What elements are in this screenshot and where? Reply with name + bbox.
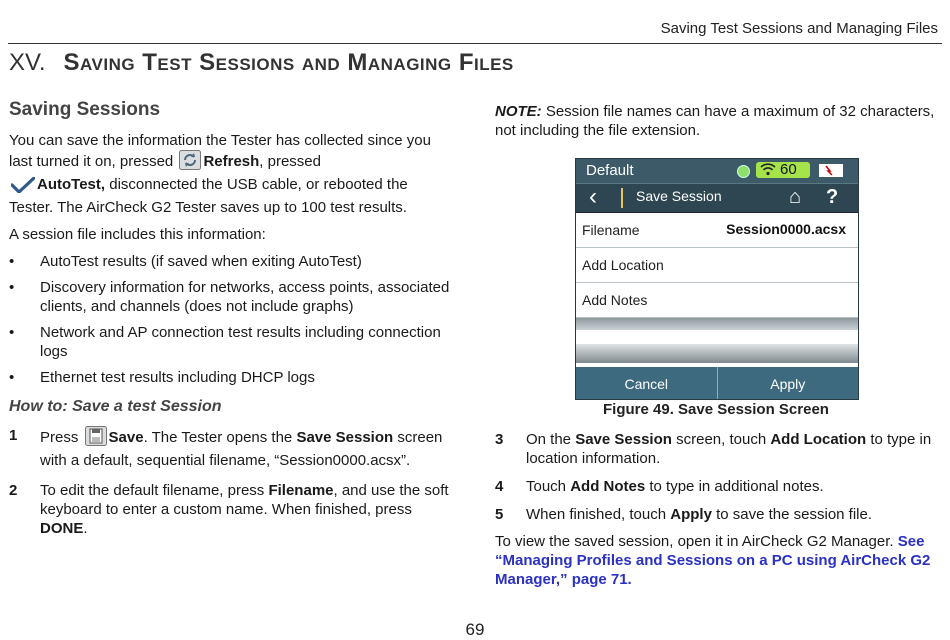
figure-caption: Figure 49. Save Session Screen <box>603 401 829 418</box>
chapter-title-text: Saving Test Sessions and Managing Files <box>63 49 514 76</box>
step-text: . <box>83 520 88 537</box>
closing-paragraph <box>495 532 940 589</box>
device-nav-bar <box>576 183 858 213</box>
device-profile-name: Default <box>586 162 634 179</box>
add-notes-row-label: Add Notes <box>582 292 648 308</box>
step-text: screen with a default, sequential filename, “Session0000.acsx”. <box>40 429 443 469</box>
steps-list-right <box>495 430 940 524</box>
device-button-bar <box>576 367 858 399</box>
bullet: • <box>9 324 15 341</box>
step-text: , and use the soft keyboard to enter a custom name. When finished, press <box>40 482 449 518</box>
section-title: Saving Sessions <box>9 99 161 120</box>
save-session-label: Save Session <box>575 431 672 448</box>
howto-title: How to: Save a test Session <box>9 398 222 415</box>
info-list <box>9 252 454 387</box>
step-2 <box>9 481 454 538</box>
device-divider <box>576 318 858 330</box>
intro-text-2: , pressed <box>259 153 321 170</box>
list-item-text: AutoTest results (if saved when exiting AutoTest) <box>40 253 362 270</box>
device-screen-title: Save Session <box>636 188 722 204</box>
note-label: NOTE: <box>495 103 542 120</box>
step-text: . The Tester opens the <box>143 429 297 446</box>
signal-box <box>756 162 810 178</box>
intro-paragraph <box>9 131 454 217</box>
apply-label: Apply <box>670 506 712 523</box>
list-item <box>9 323 454 361</box>
closing-text: To view the saved session, open it in AirCheck G2 Manager. <box>495 533 898 550</box>
done-label: DONE <box>40 520 84 537</box>
step-text: to type in location information. <box>526 431 932 467</box>
device-status-bar <box>576 159 858 183</box>
right-column <box>495 102 940 148</box>
filename-row-label: Filename <box>582 222 640 238</box>
list-item-text: Discovery information for networks, access points, associated clients, and channels (does not include graphs) <box>40 279 450 315</box>
running-header: Saving Test Sessions and Managing Files <box>660 20 938 37</box>
checkmark-icon <box>11 177 35 198</box>
list-item <box>9 368 454 387</box>
note-text: Session file names can have a maximum of 32 characters, not including the file extension. <box>495 103 935 139</box>
cross-reference-link[interactable]: See “Managing Profiles and Sessions on a PC using AirCheck G2 Manager,” page 71. <box>495 533 931 588</box>
step-text: To edit the default filename, press <box>40 482 269 499</box>
step-1 <box>9 426 454 470</box>
step-number: 3 <box>495 431 504 448</box>
filename-label: Filename <box>268 482 334 499</box>
bullet: • <box>9 253 15 270</box>
filename-row[interactable] <box>576 213 858 248</box>
step-text: to type in additional notes. <box>645 478 824 495</box>
step-5 <box>495 505 940 524</box>
note-paragraph <box>495 102 940 140</box>
list-item-text: Ethernet test results including DHCP logs <box>40 369 315 386</box>
save-label: Save <box>108 429 144 446</box>
step-number: 2 <box>9 482 18 499</box>
step-number: 4 <box>495 478 504 495</box>
apply-button[interactable]: Apply <box>717 367 859 399</box>
add-location-label: Add Location <box>770 431 867 448</box>
refresh-icon <box>179 150 201 175</box>
home-icon[interactable]: ⌂ <box>789 186 802 208</box>
refresh-label: Refresh <box>203 153 260 170</box>
add-location-row-label: Add Location <box>582 257 664 273</box>
includes-text: A session file includes this information: <box>9 226 266 243</box>
step-text: When finished, touch <box>526 506 671 523</box>
bullet: • <box>9 369 15 386</box>
step-text: On the <box>526 431 576 448</box>
list-item <box>9 278 454 316</box>
wifi-icon <box>760 162 776 179</box>
autotest-label: AutoTest, <box>37 176 106 193</box>
step-number: 5 <box>495 506 504 523</box>
add-notes-row[interactable] <box>576 283 858 318</box>
step-text: to save the session file. <box>711 506 873 523</box>
step-number: 1 <box>9 427 18 444</box>
nav-separator <box>621 188 623 208</box>
save-icon <box>85 426 107 451</box>
step-text: Press <box>40 429 79 446</box>
step-4 <box>495 477 940 496</box>
step-text: screen, touch <box>671 431 771 448</box>
status-indicator-icon <box>737 165 750 178</box>
add-notes-label: Add Notes <box>570 478 646 495</box>
filename-row-value: Session0000.acsx <box>726 221 846 237</box>
battery-icon <box>819 164 843 177</box>
list-item <box>9 252 454 271</box>
page-number: 69 <box>465 620 485 639</box>
cancel-button[interactable]: Cancel <box>624 376 669 392</box>
help-icon[interactable]: ? <box>826 186 839 208</box>
left-column <box>9 100 454 549</box>
back-icon[interactable]: ‹ <box>589 183 597 210</box>
list-item-text: Network and AP connection test results including connection logs <box>40 324 441 360</box>
intro-text-3: disconnected the USB cable, or rebooted the Tester. The AirCheck G2 Tester saves up to 100 test results. <box>9 176 408 216</box>
add-location-row[interactable] <box>576 248 858 283</box>
right-lower-column <box>495 430 940 597</box>
device-blank-area <box>576 330 858 344</box>
device-screenshot <box>575 158 859 400</box>
steps-list-left <box>9 426 454 538</box>
step-text: Touch <box>526 478 571 495</box>
bullet: • <box>9 279 15 296</box>
header-rule <box>8 43 942 44</box>
intro-text-1: You can save the information the Tester has collected since you last turned it on, pressed <box>9 132 431 170</box>
step-3 <box>495 430 940 468</box>
chapter-number: XV. <box>9 49 46 76</box>
device-divider <box>576 344 858 363</box>
chapter-title <box>9 49 514 77</box>
signal-value: 60 <box>780 161 797 178</box>
save-session-label: Save Session <box>296 429 394 446</box>
